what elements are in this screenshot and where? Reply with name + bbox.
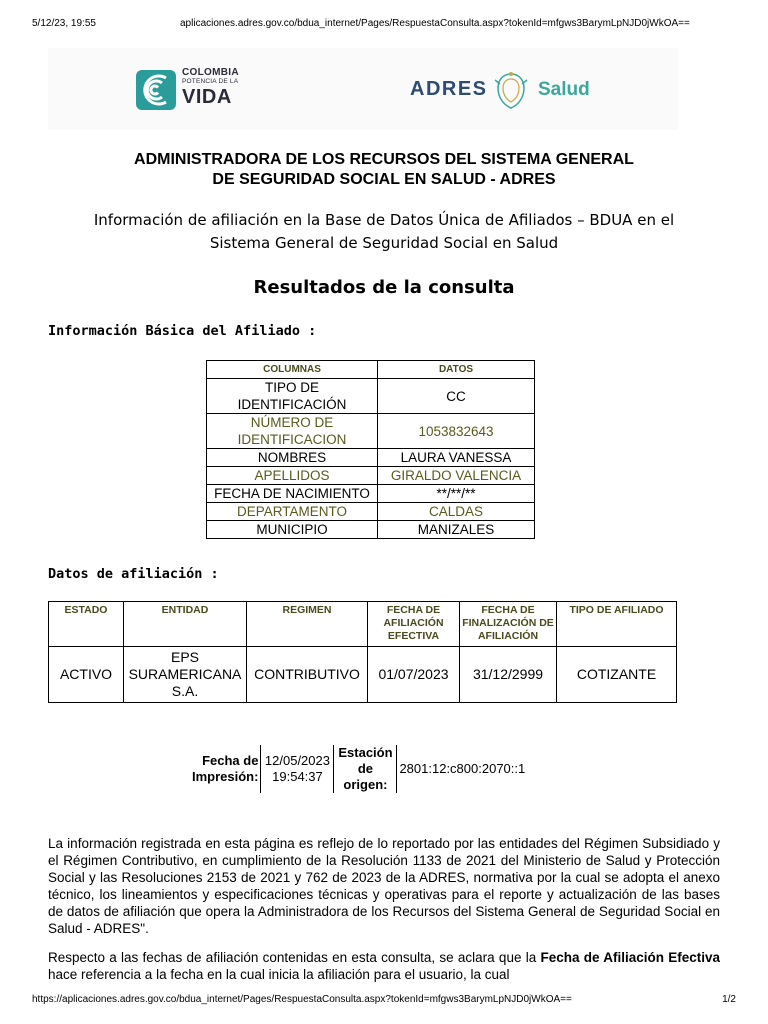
column-header: ESTADO <box>49 602 124 647</box>
table-header-row <box>207 361 535 379</box>
table-row <box>207 414 535 449</box>
table-row <box>207 449 535 467</box>
colombia-logo-text: COLOMBIA <box>182 67 239 78</box>
colombia-logo-subtext: POTENCIA DE LA <box>182 78 239 85</box>
table-row <box>207 485 535 503</box>
results-title: Resultados de la consulta <box>253 277 515 298</box>
table-row <box>207 503 535 521</box>
table-row <box>49 647 677 703</box>
print-info-table <box>190 745 527 793</box>
affiliation-title: Datos de afiliación : <box>48 566 219 582</box>
column-header: REGIMEN <box>247 602 368 647</box>
regime-cell: CONTRIBUTIVO <box>247 647 368 703</box>
national-seal-icon <box>494 70 528 110</box>
footer-url: https://aplicaciones.adres.gov.co/bdua_internet/Pages/RespuestaConsulta.aspx?tokenId=mfgws3BarymLpNJD0jWkOA== <box>32 994 572 1005</box>
organization-title-line1: ADMINISTRADORA DE LOS RECURSOS DEL SISTEMA GENERAL <box>134 151 634 168</box>
adres-salud-logo <box>410 70 610 110</box>
table-header-row <box>49 602 677 647</box>
dates-clarification-paragraph <box>48 949 720 985</box>
row-value: **/**/** <box>378 485 535 503</box>
row-label: TIPO DE IDENTIFICACIÓN <box>207 379 378 414</box>
row-value: GIRALDO VALENCIA <box>378 467 535 485</box>
subtitle-line1: Información de afiliación en la Base de Datos Única de Afiliados – BDUA en el <box>93 211 675 229</box>
logo-banner <box>48 48 678 130</box>
table-row <box>207 467 535 485</box>
table-row <box>207 521 535 539</box>
print-date: 12/05/2023 <box>264 753 330 768</box>
print-date-value <box>261 745 334 793</box>
row-label: DEPARTAMENTO <box>207 503 378 521</box>
effective-date-cell: 01/07/2023 <box>368 647 460 703</box>
colombia-logo-icon <box>136 70 176 110</box>
row-label: APELLIDOS <box>207 467 378 485</box>
entity-cell: EPS SURAMERICANA S.A. <box>124 647 247 703</box>
column-header: ENTIDAD <box>124 602 247 647</box>
row-value: CALDAS <box>378 503 535 521</box>
organization-title-line2: DE SEGURIDAD SOCIAL EN SALUD - ADRES <box>212 171 556 188</box>
row-label: MUNICIPIO <box>207 521 378 539</box>
column-header: FECHA DE AFILIACIÓN EFECTIVA <box>368 602 460 647</box>
basic-info-table <box>206 360 535 539</box>
table-row <box>207 379 535 414</box>
affiliate-type-cell: COTIZANTE <box>557 647 677 703</box>
colombia-potencia-vida-logo <box>136 68 246 112</box>
row-value: 1053832643 <box>378 414 535 449</box>
paragraph-bold-term: Fecha de Afiliación Efectiva <box>540 950 720 965</box>
print-datetime: 5/12/23, 19:55 <box>32 18 96 29</box>
end-date-cell: 31/12/2999 <box>460 647 557 703</box>
row-label: NOMBRES <box>207 449 378 467</box>
print-time: 19:54:37 <box>272 769 323 784</box>
row-label: NÚMERO DE IDENTIFICACION <box>207 414 378 449</box>
colombia-logo-vida: VIDA <box>182 85 232 108</box>
print-url: aplicaciones.adres.gov.co/bdua_internet/Pages/RespuestaConsulta.aspx?tokenId=mfgws3BarymLpNJD0jWkOA== <box>180 18 690 29</box>
organization-title <box>48 150 720 190</box>
print-info-row <box>190 745 527 793</box>
paragraph-text: Respecto a las fechas de afiliación contenidas en esta consulta, se aclara que la <box>48 950 541 965</box>
row-value: MANIZALES <box>378 521 535 539</box>
status-cell: ACTIVO <box>49 647 124 703</box>
origin-station-label: Estación de origen: <box>334 745 397 793</box>
column-header: FECHA DE FINALIZACIÓN DE AFILIACIÓN <box>460 602 557 647</box>
legal-notice-paragraph: La información registrada en esta página es reflejo de lo reportado por las entidades del Régimen Subsidiado y el Régimen Contributivo, en cumplimiento de la Resolución 1133 de 2021 del Ministerio de Salud y Protección Social y las Resoluciones 2153 de 2021 y 762 de 2023 de la ADRES, normativa por la cual se adopta el anexo técnico, los lineamientos y especificaciones técnicas y operativas para el reporte y actualización de las bases de datos de afiliación que opera la Administradora de los Recursos del Sistema General de Seguridad Social en Salud - ADRES". <box>48 836 720 936</box>
affiliation-table <box>48 601 677 703</box>
column-header: COLUMNAS <box>207 361 378 379</box>
column-header: TIPO DE AFILIADO <box>557 602 677 647</box>
salud-logo-text: Salud <box>538 79 590 100</box>
print-header <box>32 18 736 32</box>
page-number: 1/2 <box>722 994 736 1005</box>
print-date-label: Fecha de Impresión: <box>192 753 259 784</box>
paragraph-text: hace referencia a la fecha en la cual inicia la afiliación para el usuario, la cual <box>48 967 510 982</box>
print-footer <box>32 994 736 1008</box>
basic-info-title: Información Básica del Afiliado : <box>48 323 317 339</box>
row-value: LAURA VANESSA <box>378 449 535 467</box>
origin-station-value: 2801:12:c800:2070::1 <box>397 745 527 793</box>
column-header: DATOS <box>378 361 535 379</box>
subtitle-line2: Sistema General de Seguridad Social en Salud <box>209 234 559 252</box>
adres-logo-text: ADRES <box>410 78 488 100</box>
row-value: CC <box>378 379 535 414</box>
page-subtitle <box>48 209 720 255</box>
row-label: FECHA DE NACIMIENTO <box>207 485 378 503</box>
